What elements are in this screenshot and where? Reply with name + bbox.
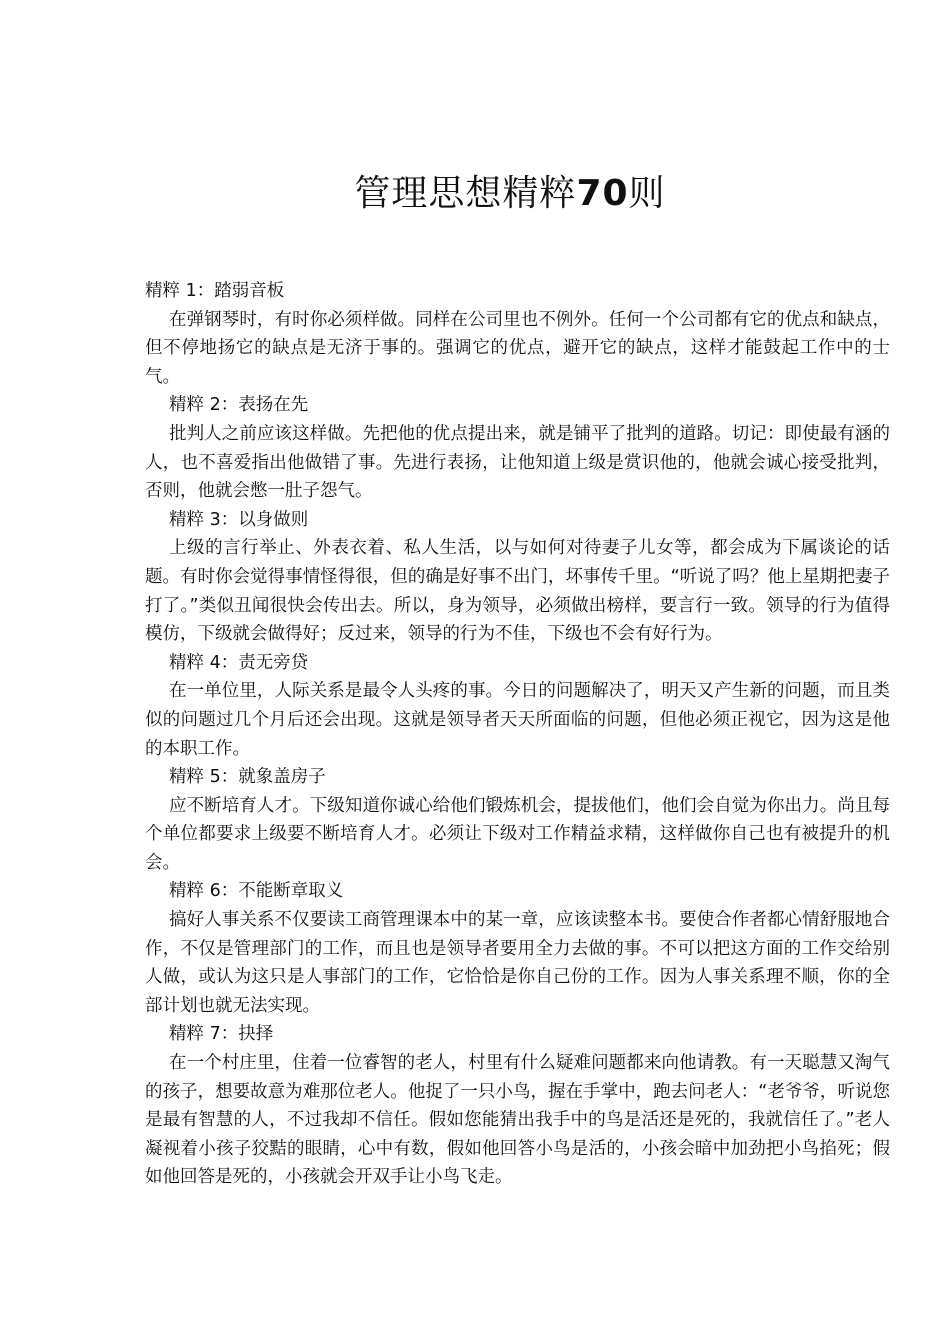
document-body [145,277,890,1192]
section-paragraph: 应不断培育人才。下级知道你诚心给他们锻炼机会，提拔他们，他们会自觉为你出力。尚且每个单位都要求上级要不断培育人才。必须让下级对工作精益求精，这样做你自己也有被提升的机会。 [145,795,890,873]
section-heading: 精粹 4：责无旁贷 [169,652,309,673]
section-heading: 精粹 2：表扬在先 [169,395,309,416]
section-heading: 精粹 1：踏弱音板 [145,281,285,301]
section-heading: 精粹 3：以身做则 [169,509,309,530]
section-paragraph: 在弹钢琴时，有时你必须样做。同样在公司里也不例外。任何一个公司都有它的优点和缺点，但不停地扬它的缺点是无济于事的。强调它的优点，避开它的缺点，这样才能鼓起工作中的士气。 [145,309,890,387]
section-paragraph: 搞好人事关系不仅要读工商管理课本中的某一章，应该读整本书。要使合作者都心情舒服地合作，不仅是管理部门的工作，而且也是领导者要用全力去做的事。不可以把这方面的工作交给别人做，或认为这只是人事部门的工作，它恰恰是你自己份的工作。因为人事关系理不顺，你的全部计划也就无法实现。 [145,910,890,1016]
section-paragraph: 上级的言行举止、外表衣着、私人生活，以与如何对待妻子儿女等，都会成为下属谈论的话题。有时你会觉得事情怪得很，但的确是好事不出门，坏事传千里。“听说了吗？他上星期把妻子打了。”类似丑闻很快会传出去。所以，身为领导，必须做出榜样，要言行一致。领导的行为值得模仿，下级就会做得好；反过来，领导的行为不佳，下级也不会有好行为。 [145,538,890,645]
section-heading: 精粹 7：抉择 [169,1024,274,1045]
section-paragraph: 在一个村庄里，住着一位睿智的老人，村里有什么疑难问题都来向他请教。有一天聪慧又淘气的孩子，想要故意为难那位老人。他捉了一只小鸟，握在手掌中，跑去问老人：“老爷爷，听说您是最有智慧的人，不过我却不信任。假如您能猜出我手中的鸟是活还是死的，我就信任了。”老人凝视着小孩子狡黠的眼睛，心中有数，假如他回答小鸟是活的，小孩会暗中加劲把小鸟掐死；假如他回答是死的，小孩就会开双手让小鸟飞走。 [145,1053,890,1188]
document-title [0,165,950,216]
title-suffix: 则 [628,173,666,214]
title-number: 70 [576,173,629,214]
section-heading: 精粹 5：就象盖房子 [169,767,326,788]
section-paragraph: 批判人之前应该这样做。先把他的优点提出来，就是铺平了批判的道路。切记：即使最有涵的人，也不喜爱指出他做错了事。先进行表扬，让他知道上级是赏识他的，他就会诚心接受批判，否则，他就会憋一肚子怨气。 [145,423,890,502]
title-text: 管理思想精粹 [354,173,577,214]
section-heading: 精粹 6：不能断章取义 [169,881,344,902]
section-paragraph: 在一单位里，人际关系是最令人头疼的事。今日的问题解决了，明天又产生新的问题，而且类似的问题过几个月后还会出现。这就是领导者天天所面临的问题，但他必须正视它，因为这是他的本职工作。 [145,681,890,759]
